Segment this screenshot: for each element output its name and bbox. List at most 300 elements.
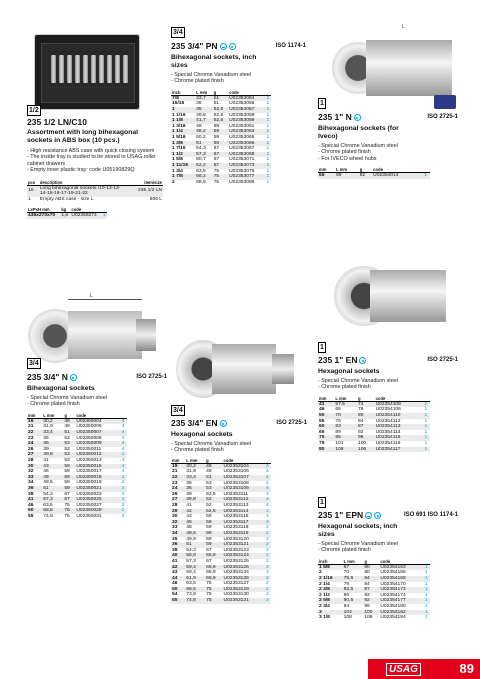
table-cell: 39 [43,446,49,452]
column-header: g [213,90,228,96]
table-cell: 1 [422,447,430,453]
table-cell: 33 [172,525,178,531]
table-cell: 59 [64,480,70,486]
pn-code: 235 3/4" PN [171,41,218,51]
table-cell: 58 [213,123,220,129]
table-cell: 4 [266,502,269,508]
anti-slip-icon [229,43,236,50]
n-heading: Bihexagonal sockets [27,385,95,392]
table-cell: 3 1/8 [319,615,330,621]
table-cell: 30 [27,464,42,470]
en34-code: 235 3/4" EN [171,418,218,428]
n-iso: ISO 2725-1 [136,374,167,380]
table-cell: U02353061 [229,123,255,129]
table-cell: U02350011 [76,446,102,452]
table-cell: 24 [27,441,42,447]
hex-socket-drawing [172,340,302,404]
retaining-icon [220,43,227,50]
table-cell: 41,7 [195,118,213,124]
table-cell: 1 7/8 [171,174,195,180]
table-row [318,447,430,453]
table-cell: 52,5 [206,491,216,497]
table-cell: 2 5/8 [318,598,343,604]
table-cell: 59 [205,520,222,526]
table-cell: 44 [171,576,185,582]
table-cell: 35 [172,536,178,542]
table-cell: 82,5 [343,587,364,593]
table-cell: 86 [343,592,350,598]
table-cell: 1 [266,151,270,157]
table-cell: 36 [171,542,185,548]
table-cell: 36 [186,480,192,486]
table-cell: 57,5 [334,401,357,407]
table-cell: U02353111 [223,491,249,497]
set-heading: Assortment with long bihexagonal sockets in ABS box (10 pcs.) [27,129,139,144]
table-cell: 32 [28,469,34,475]
table-cell: 21 [172,469,178,475]
table-cell: 23 [28,435,34,441]
table-cell: U02353135 [223,576,264,582]
table-cell: 65 [319,429,325,435]
table-cell: U02353113 [223,502,249,508]
table-cell: 34 [28,480,34,486]
table-cell: 52,5 [213,118,228,124]
table-cell: 2 [264,542,271,548]
table-cell: 7/8 [171,95,195,101]
table-cell: 74,8 [185,598,205,604]
table-cell: 1 [422,587,430,593]
table-cell: U02354117 [375,447,422,453]
table-cell: 4 [266,491,269,497]
table-cell: 100 [357,440,367,446]
table-cell: 70 [334,413,357,419]
table-cell: 1 [422,424,430,430]
column-header: code [372,167,421,173]
table-cell: 75 [63,508,75,514]
table-cell: U02350008 [76,435,102,441]
table-cell: U02353109 [223,486,264,492]
table-cell: 33,4 [42,430,63,436]
table-cell: U02350018 [75,475,119,481]
table-cell: 4 [264,520,271,526]
table-cell: 2 [266,525,269,531]
table-cell: 75 [206,581,212,587]
table-cell: 59 [213,129,228,135]
table-cell: 2 [264,598,271,604]
table-cell: 1 [424,418,428,424]
table-cell: 2 [119,508,127,514]
table-cell: U02353115 [223,514,249,520]
table-cell: U02354182 [379,610,422,616]
table-cell: 75 [213,174,228,180]
en34-heading: Hexagonal sockets [171,431,233,438]
table-cell: U02350013 [76,457,102,463]
table-cell: U02353073 [228,163,265,169]
table-cell: U02353118 [223,525,249,531]
table-cell: 65 [335,407,341,413]
table-cell: 4 [121,446,125,452]
column-header: inch [171,90,195,96]
table-cell: 28 [28,457,34,463]
table-cell: 1 [171,107,195,113]
table-cell: 2 [264,587,271,593]
table-cell: 2 1/4 [319,581,330,587]
truck-icon [434,95,456,109]
table-cell: 75,5 [343,576,364,582]
table-cell: 1 11/16 [171,163,195,169]
table-cell: 41 [43,457,49,463]
column-header: mm [318,396,334,402]
table-cell: 38 [172,547,178,553]
table-cell: 1 [266,146,270,152]
anti-slip-icon [374,512,381,519]
table-cell: 4 [264,463,271,469]
table-cell: 62,2 [195,163,213,169]
iveco-iso: ISO 2725-1 [427,114,458,120]
column-header: mm [171,458,185,464]
table-cell: 48,2 [195,129,213,135]
table-cell: 4 [119,464,127,470]
table-cell: 2 [264,576,271,582]
table-cell: U02353071 [229,157,255,163]
table-cell: 68,5 [196,179,206,185]
table-cell: 4 [266,480,269,486]
table-cell: 90,5 [343,598,364,604]
table-cell: 66,2 [195,174,213,180]
table-cell: 31,9 [43,424,53,430]
table-cell: 1 [266,129,270,135]
column-header: mm [27,413,42,419]
table-cell: U02354110 [375,413,422,419]
table-cell: 1 [266,174,270,180]
table-cell: U02354106 [375,407,401,413]
table-cell: 2 3/4 [319,603,330,609]
table-cell: 41 [186,502,192,508]
table-cell: 66,9 [205,565,222,571]
set-pack-table: LxPxH mm kg code 435x270x70 1,6 U02359274 1 [28,207,106,219]
table-cell: 70 [318,435,334,441]
table-cell: U02350023 [76,491,102,497]
n-section [27,372,167,520]
table-cell: U02353117 [223,520,264,526]
page-footer [368,659,480,679]
table-row: 10 Long bihexagonal sockets /10-12-13-14-15-16-17-19-21-22 235 1/2 LN [28,185,162,197]
en34-section [171,418,307,604]
column-header: code [228,90,265,96]
table-cell: 2 [121,491,125,497]
table-cell: 54 [172,592,178,598]
table-cell: 1 [266,179,270,185]
table-cell: U02353076 [229,168,255,174]
table-cell: U02354174 [380,592,406,598]
table-cell: 92 [363,598,379,604]
table-cell: 51 [213,101,220,107]
table-cell: 59 [63,464,75,470]
table-cell: 2 3/8 [318,587,343,593]
table-cell: 61,9 [185,576,205,582]
table-cell: U02353104 [223,463,264,469]
pn-table [171,90,271,186]
table-cell: 52 [206,502,212,508]
table-cell: 39,8 [196,112,206,118]
pn-iso: ISO 1174-1 [275,43,306,49]
column-header: code [75,413,119,419]
table-cell: U02353067 [229,146,255,152]
table-cell: 96 [357,435,375,441]
table-cell: 50 [27,508,42,514]
table-cell: 2 [266,592,269,598]
column-header: L mm [334,396,357,402]
en34-table [171,458,271,604]
iveco-code: 235 1" N [318,112,352,122]
table-cell: 1 [422,435,430,441]
table-cell: 2 [266,547,269,553]
table-cell: 53 [64,457,70,463]
table-cell: 1 [266,134,270,140]
table-cell: 30,2 [185,463,205,469]
en1-table [318,396,430,452]
en1-features: - Special Chrome Vanadium steel - Chrome plated finish [318,378,398,391]
anti-slip-icon [70,374,77,381]
table-cell: 36 [185,486,205,492]
table-cell: 1 [422,576,430,582]
table-cell: 48 [186,525,192,531]
table-cell: 60,7 [196,157,206,163]
table-cell: 2 [119,497,127,503]
table-cell: 48,5 [43,480,53,486]
table-cell: 41 [318,401,334,407]
table-cell: 4 [264,486,271,492]
table-cell: 52,5 [213,107,228,113]
n-code: 235 3/4" N [27,372,68,382]
table-cell: 1 [424,440,428,446]
table-cell: 94 [343,603,350,609]
table-cell: 84 [363,576,379,582]
epn-table [318,559,430,621]
epn-heading: Hexagonal sockets, inch sizes [318,523,398,538]
table-cell: 42 [185,509,205,515]
table-cell: 80 [318,447,334,453]
table-cell: U02354177 [379,598,422,604]
column-header: g [363,559,379,565]
table-cell: 1 [422,598,430,604]
table-cell: 57,3 [42,497,63,503]
table-cell: 50 [171,587,185,593]
column-header: L mm [343,559,364,565]
table-cell: 36 [196,101,202,107]
table-cell: 49 [64,424,70,430]
table-cell: 2 [172,179,175,185]
table-cell: 2 [119,475,127,481]
table-cell: 19 [171,463,185,469]
pn-features: - Special Chrome Vanadium steel - Chrome plated finish [171,72,251,85]
table-cell: 1 1/4 [171,129,195,135]
column-header: mm [318,167,335,173]
table-row [171,598,271,604]
table-cell: 59 [205,542,222,548]
table-cell: 80 [363,564,379,570]
table-cell: U02353127 [223,581,249,587]
column-header: code [375,396,422,402]
table-cell: U02350019 [76,480,102,486]
en34-features: - Special Chrome Vanadium steel - Chrome plated finish [171,441,251,454]
table-cell: U02354014 [372,173,421,179]
n-table [27,413,127,520]
table-row [27,514,127,520]
table-cell: U02353126 [223,565,264,571]
table-cell: 1 [424,592,428,598]
table-cell: 19 [27,418,42,424]
table-cell: U02353114 [223,509,264,515]
table-cell: 51 [42,486,63,492]
table-cell: 22 [27,430,42,436]
hex1-socket-drawing [328,262,452,332]
table-cell: U02353054 [228,95,265,101]
en1-code: 235 1" EN [318,355,358,365]
table-cell: 89 [335,429,341,435]
table-cell: 46 [185,520,205,526]
table-cell: 2 [264,531,271,537]
table-cell: 84 [357,418,364,424]
set-code: 235 1/2 LN/C10 [27,117,88,127]
table-cell: 53 [205,486,222,492]
iveco-features: - Special Chrome Vanadium steel - Chrome plated finish - For IVECO wheel hubs [318,143,398,162]
table-cell: U02350021 [75,486,119,492]
table-cell: 1 [424,581,428,587]
en34-iso: ISO 2725-1 [276,420,307,426]
table-cell: 59,4 [186,570,196,576]
table-cell: 67 [63,497,75,503]
table-cell: U02353123 [223,547,249,553]
table-cell: 49,9 [186,536,196,542]
table-cell: 3 [318,610,343,616]
epn-code: 235 1" EPN [318,510,364,520]
table-cell: 1 [264,509,271,515]
table-cell: 2 [121,502,125,508]
en1-heading: Hexagonal sockets [318,368,380,375]
epn-iso: ISO 691 ISO 1174-1 [403,512,458,518]
table-cell: U02354115 [375,435,422,441]
table-cell: U02354116 [375,440,401,446]
table-cell: 4 [121,424,125,430]
table-cell: U02350027 [76,502,102,508]
table-cell: 4 [119,430,127,436]
table-cell: 1 [422,413,430,419]
table-cell: 23 [172,480,178,486]
table-cell: U02353063 [228,129,265,135]
table-cell: U02353119 [223,531,264,537]
table-cell: 4 [266,469,269,475]
table-cell: 67 [213,163,228,169]
table-cell: 48 [42,475,63,481]
en1-drive-size: 1 [320,344,324,351]
iveco-drive-size: 1 [320,100,324,107]
table-cell: U02354108 [375,401,422,407]
table-cell: 83 [334,424,357,430]
table-cell: U02354168 [379,576,422,582]
table-cell: 4 [119,441,127,447]
table-cell: 1 [266,95,270,101]
table-row [318,615,430,621]
table-cell: 1 5/16 [172,134,186,140]
table-cell: 66,9 [205,553,222,559]
table-cell: 59 [64,469,70,475]
table-cell: U02353065 [229,134,255,140]
table-cell: 1 [266,107,270,112]
table-row: 1 Empty ABS case - size L 606 L [28,196,162,202]
table-cell: 48,5 [185,531,205,537]
table-cell: 1 [266,101,270,107]
table-cell: 75 [205,598,222,604]
column-header: L mm [195,90,213,96]
table-cell: 59 [63,486,75,492]
table-cell: 59 [205,531,222,537]
column-header: L mm [185,458,205,464]
table-cell: 80 [364,570,370,576]
column-header: g [63,413,75,419]
table-cell: 2 [266,581,269,587]
table-cell: U02354172 [379,587,422,593]
anti-slip-icon [220,420,227,427]
table-cell: U02353134 [223,570,249,576]
table-cell: 73,9 [186,592,196,598]
table-cell: 1 [422,564,430,570]
table-cell: 28 [172,502,178,508]
table-cell: 51 [213,95,228,101]
table-cell: 46 [28,502,34,508]
table-cell: U02353130 [223,592,249,598]
table-cell: U02350009 [75,441,119,447]
table-cell: 67 [213,146,220,152]
table-cell: 74 [357,401,375,407]
table-cell: 2 1/16 [318,576,343,582]
table-cell: 1 7/16 [172,146,186,152]
socket-set-case-image [34,34,140,110]
table-cell: 4 [121,469,125,475]
table-cell: 29 [171,509,185,515]
iveco-socket-drawing: L [322,24,462,100]
table-cell: 36 [43,435,49,441]
table-cell: 46 [43,469,49,475]
table-cell: 42 [171,565,185,571]
table-cell: 39,8 [42,452,63,458]
page-number: 89 [459,661,474,676]
table-cell: 2 [266,536,269,542]
table-cell: 63,5 [186,581,196,587]
table-cell: U02353129 [223,587,264,593]
table-cell: 74,8 [43,513,53,519]
table-cell: U02354112 [375,418,401,424]
table-cell: 87 [363,587,379,593]
table-cell: 67 [213,157,220,163]
epn-section [318,510,458,621]
table-cell: 67 [206,547,212,553]
table-cell: 1 [424,603,428,609]
set-drive-size: 1/2 [29,107,39,114]
table-cell: 1 [266,162,270,168]
table-cell: 43 [172,570,178,576]
column-header: g [357,396,375,402]
table-cell: 34 [171,531,185,537]
table-cell: U02353121 [223,542,264,548]
table-cell: 4 [119,418,127,424]
retaining-icon [365,512,372,519]
table-cell: 1 3/4 [172,168,183,174]
n-features: - Special Chrome Vanadium steel - Chrome plated finish [27,395,107,408]
table-cell: U02353057 [228,107,265,113]
table-cell: 59 [213,141,228,147]
table-cell: 59,4 [185,565,205,571]
